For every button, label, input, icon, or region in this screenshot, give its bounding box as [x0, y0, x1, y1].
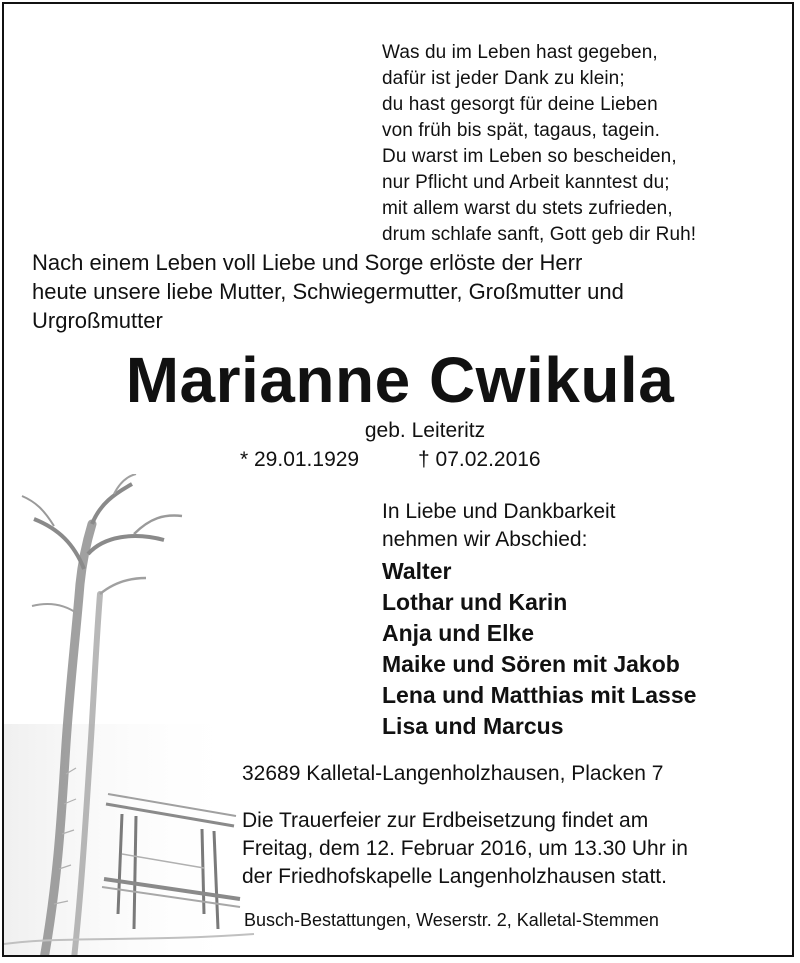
funeral-details	[242, 807, 688, 891]
intro-line: Nach einem Leben voll Liebe und Sorge erlöste der Herr	[32, 250, 583, 275]
intro-line: Urgroßmutter	[32, 308, 163, 333]
mourner: Lena und Matthias mit Lasse	[382, 682, 697, 708]
poem-line: dafür ist jeder Dank zu klein;	[382, 68, 625, 89]
mourner: Maike und Sören mit Jakob	[382, 651, 680, 677]
poem-line: Du warst im Leben so bescheiden,	[382, 146, 677, 167]
obituary-notice	[2, 2, 794, 957]
tree-and-bench-illustration	[4, 474, 264, 957]
mourner: Lothar und Karin	[382, 589, 568, 615]
funeral-line: Die Trauerfeier zur Erdbeisetzung findet am	[242, 809, 649, 832]
funeral-line: der Friedhofskapelle Langenholzhausen statt.	[242, 865, 667, 888]
poem-line: von früh bis spät, tagaus, tagein.	[382, 120, 661, 141]
farewell-line: In Liebe und Dankbarkeit	[382, 500, 616, 523]
farewell-text	[382, 498, 616, 554]
death-date: † 07.02.2016	[418, 448, 541, 471]
memorial-poem	[382, 40, 696, 248]
mourners-list	[382, 556, 696, 742]
poem-line: drum schlafe sanft, Gott geb dir Ruh!	[382, 224, 697, 245]
family-address: 32689 Kalletal-Langenholzhausen, Placken 7	[242, 762, 664, 785]
intro-line: heute unsere liebe Mutter, Schwiegermutter, Großmutter und	[32, 279, 624, 304]
undertaker-info: Busch-Bestattungen, Weserstr. 2, Kalletal-Stemmen	[244, 910, 659, 930]
poem-line: mit allem warst du stets zufrieden,	[382, 198, 673, 219]
deceased-name: Marianne Cwikula	[125, 344, 675, 416]
mourner: Anja und Elke	[382, 620, 535, 646]
poem-line: nur Pflicht und Arbeit kanntest du;	[382, 172, 670, 193]
funeral-line: Freitag, dem 12. Februar 2016, um 13.30 Uhr in	[242, 837, 688, 860]
mourner: Lisa und Marcus	[382, 713, 564, 739]
intro-text	[32, 248, 752, 335]
maiden-name: geb. Leiteritz	[364, 419, 486, 442]
poem-line: du hast gesorgt für deine Lieben	[382, 94, 658, 115]
poem-line: Was du im Leben hast gegeben,	[382, 42, 658, 63]
farewell-line: nehmen wir Abschied:	[382, 528, 588, 551]
birth-date: * 29.01.1929	[240, 448, 360, 471]
mourner: Walter	[382, 558, 452, 584]
